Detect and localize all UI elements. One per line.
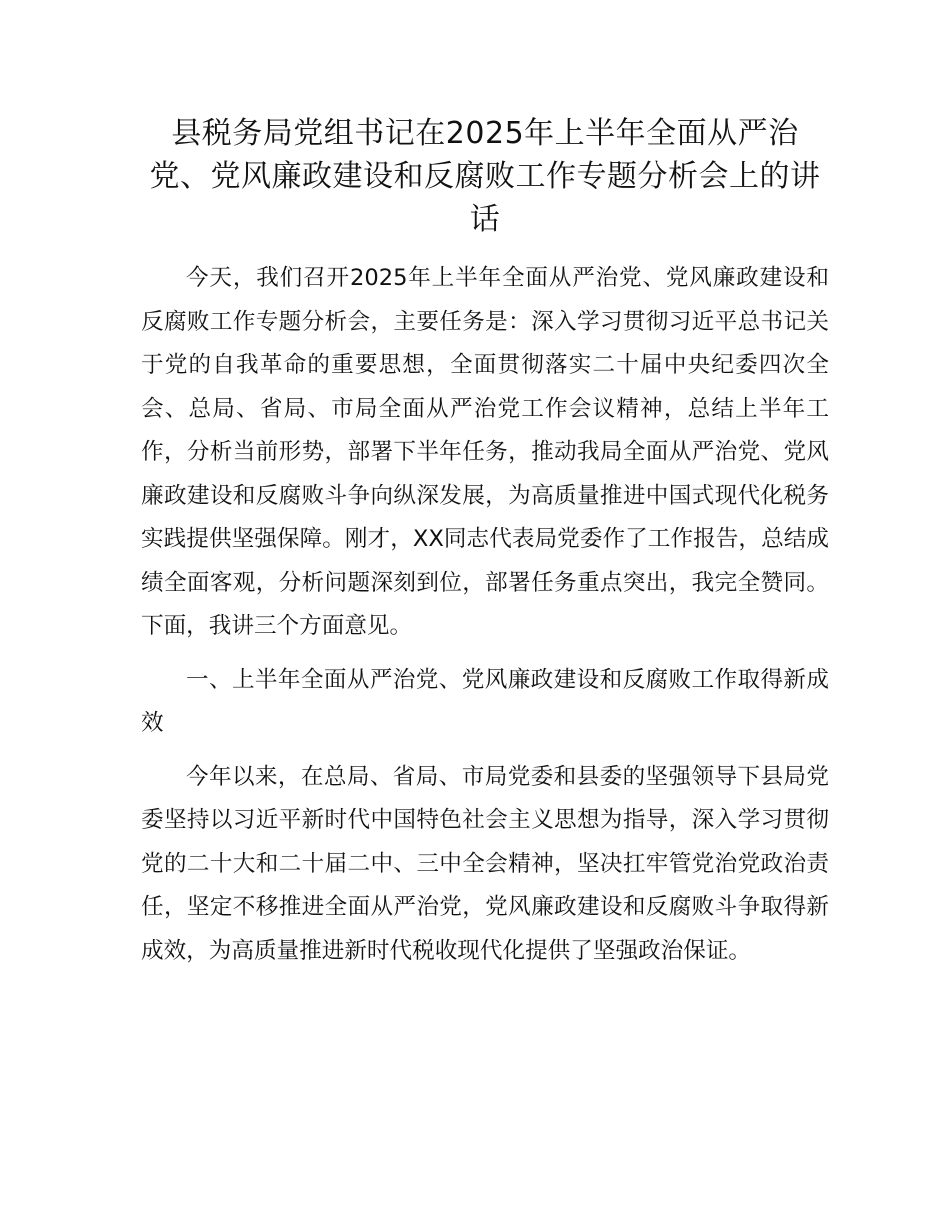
section-heading-1: 一、上半年全面从严治党、党风廉政建设和反腐败工作取得新成效 bbox=[141, 666, 829, 736]
document-body bbox=[141, 112, 829, 973]
document-title: 县税务局党组书记在2025年上半年全面从严治党、党风廉政建设和反腐败工作专题分析会上的讲话 bbox=[149, 116, 821, 237]
intro-paragraph: 今天，我们召开2025年上半年全面从严治党、党风廉政建设和反腐败工作专题分析会，主要任务是：深入学习贯彻习近平总书记关于党的自我革命的重要思想，全面贯彻落实二十届中央纪委四次全会、总局、省局、市局全面从严治党工作会议精神，总结上半年工作，分析当前形势，部署下半年任务，推动我局全面从严治党、党风廉政建设和反腐败斗争向纵深发展，为高质量推进中国式现代化税务实践提供坚强保障。刚才，XX同志代表局党委作了工作报告，总结成绩全面客观，分析问题深刻到位，部署任务重点突出，我完全赞同。下面，我讲三个方面意见。 bbox=[141, 265, 829, 639]
section-1-paragraph: 今年以来，在总局、省局、市局党委和县委的坚强领导下县局党委坚持以习近平新时代中国特色社会主义思想为指导，深入学习贯彻党的二十大和二十届二中、三中全会精神，坚决扛牢管党治党政治责任，坚定不移推进全面从严治党，党风廉政建设和反腐败斗争取得新成效，为高质量推进新时代税收现代化提供了坚强政治保证。 bbox=[141, 763, 829, 964]
